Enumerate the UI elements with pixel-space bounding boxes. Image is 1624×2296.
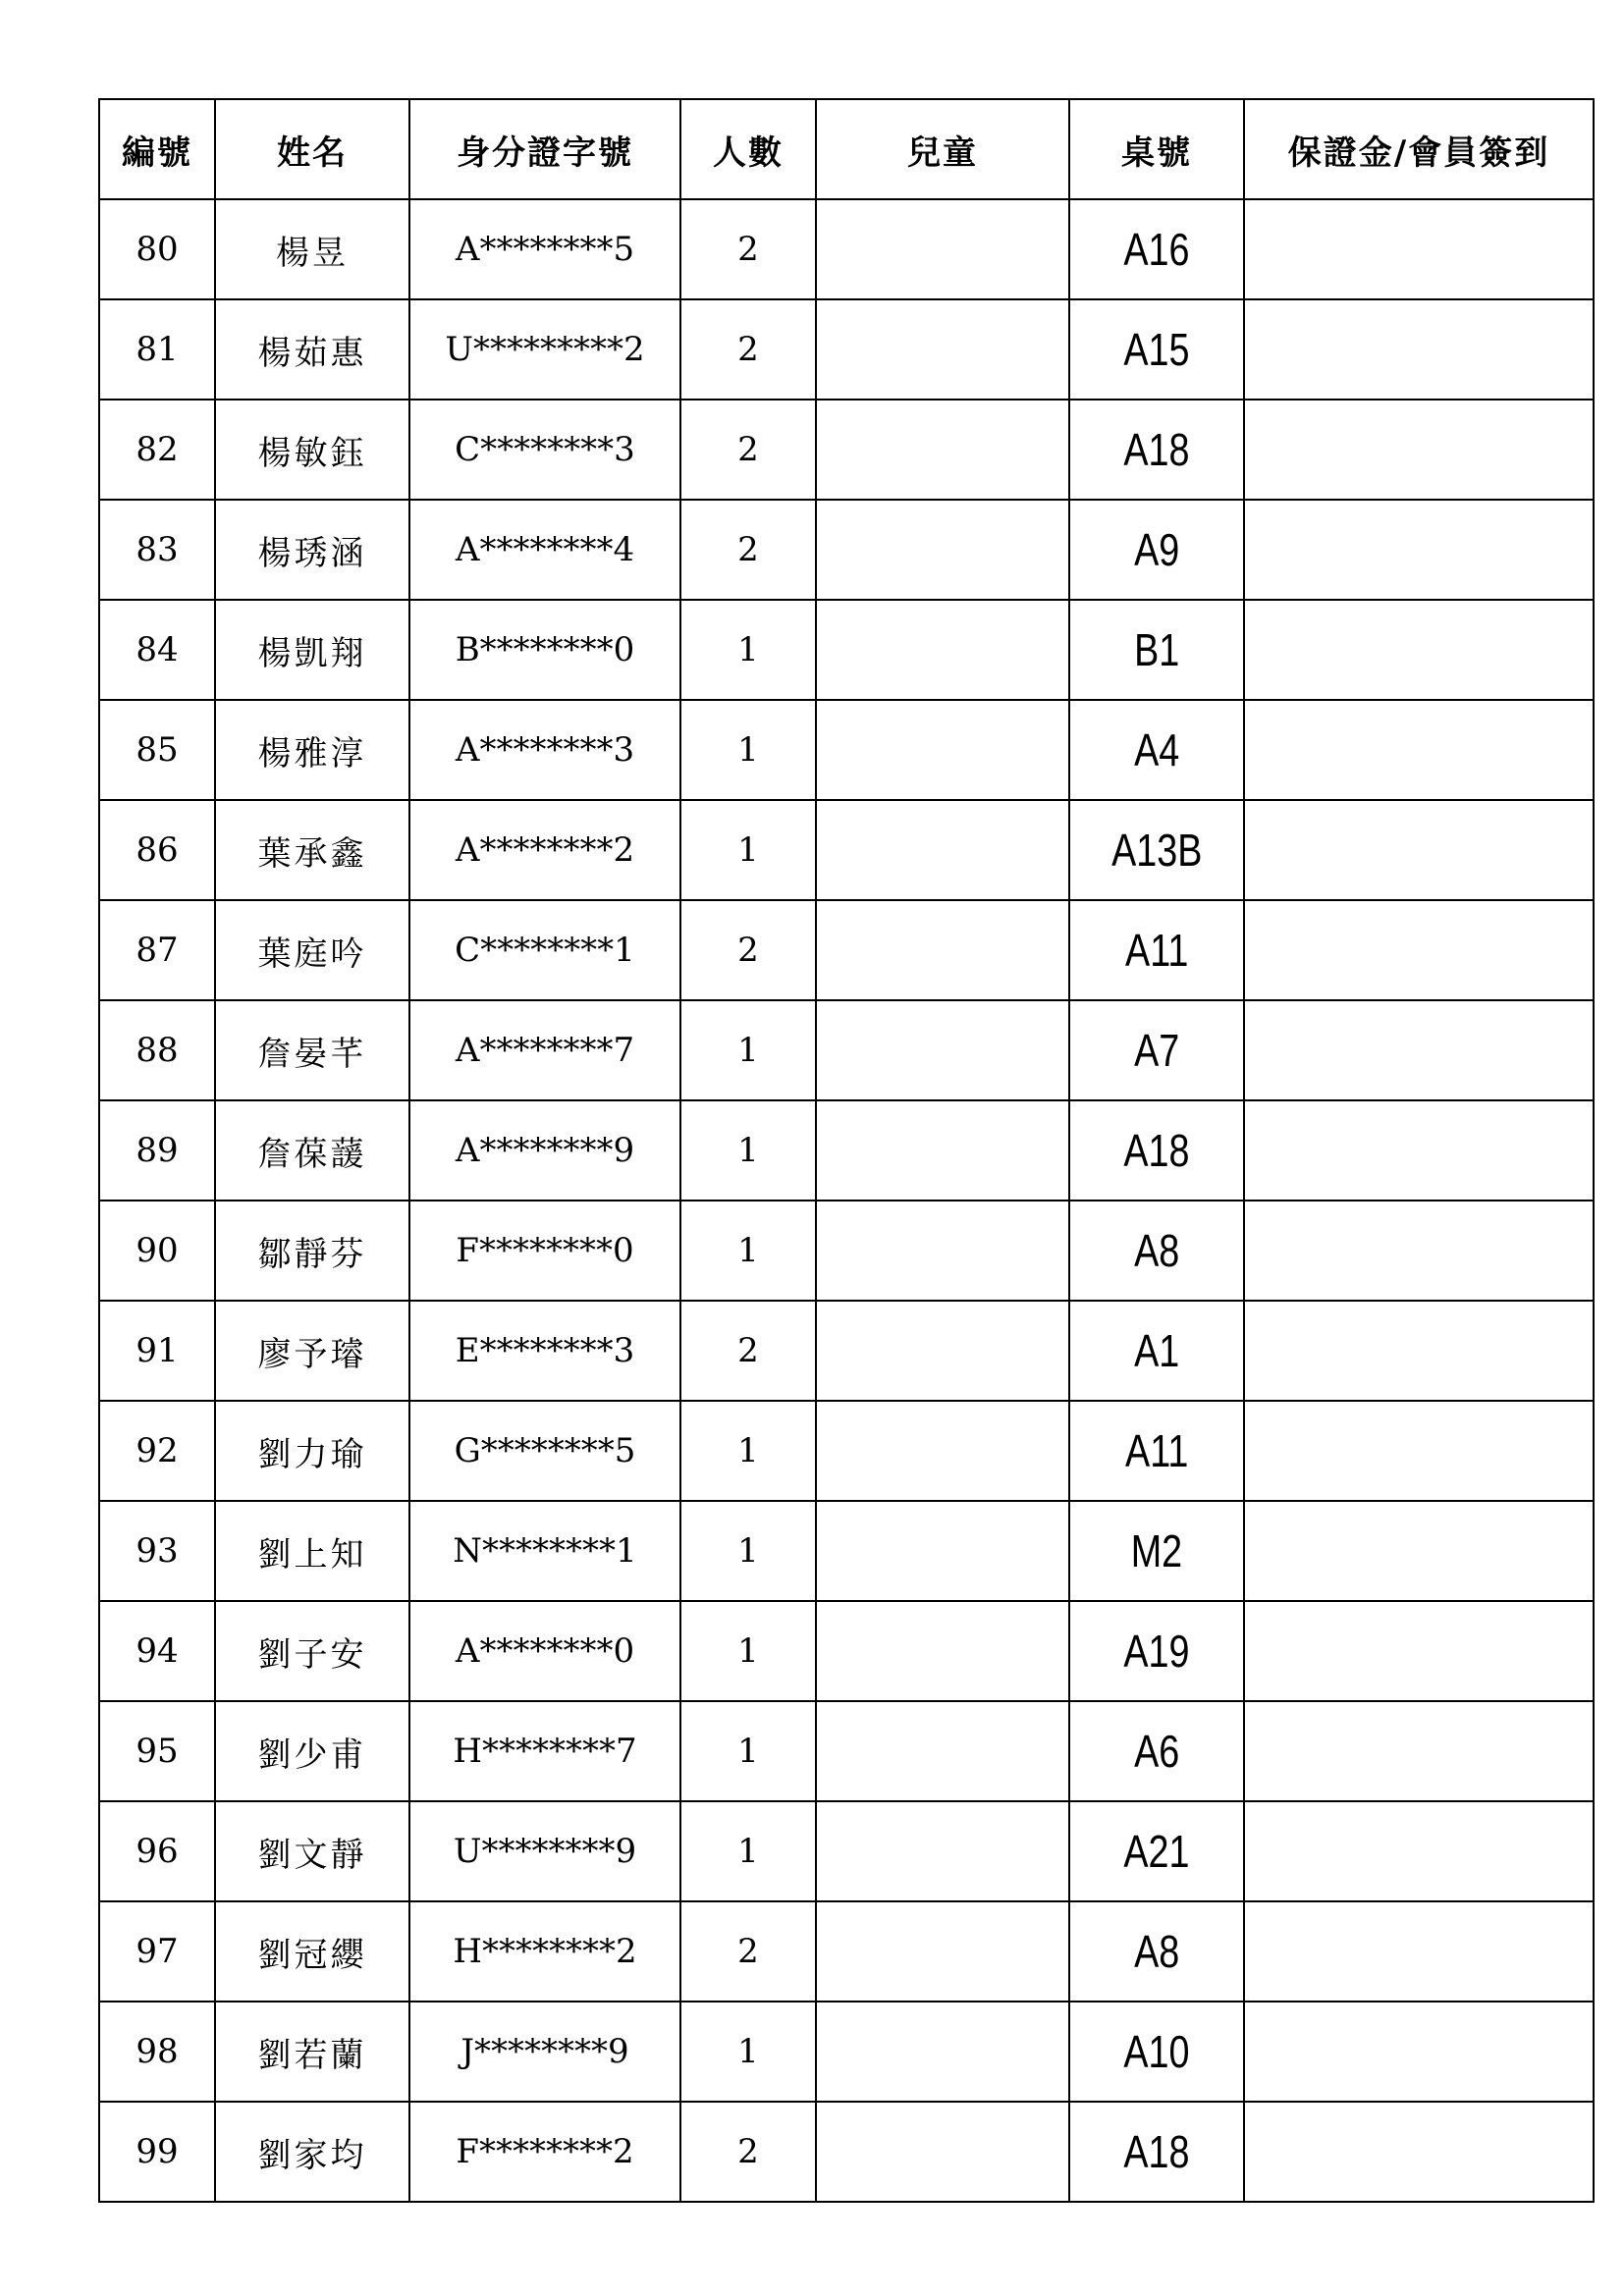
- cell-no: 80: [99, 199, 215, 299]
- cell-sign: [1244, 800, 1594, 900]
- cell-name: 葉承鑫: [215, 800, 409, 900]
- cell-sign: [1244, 1701, 1594, 1801]
- cell-child: [816, 1501, 1069, 1601]
- table-row: [99, 1901, 1594, 2002]
- cell-child: [816, 2102, 1069, 2202]
- cell-sign: [1244, 199, 1594, 299]
- cell-table-number: [1069, 1100, 1244, 1201]
- table-number-text: A8: [1133, 1926, 1180, 1977]
- cell-name: 劉文靜: [215, 1801, 409, 1901]
- cell-count: 1: [680, 700, 816, 800]
- cell-id-number: A********7: [409, 1000, 680, 1100]
- cell-child: [816, 900, 1069, 1000]
- cell-no: 92: [99, 1401, 215, 1501]
- cell-no: 99: [99, 2102, 215, 2202]
- table-row: [99, 500, 1594, 600]
- table-row: [99, 1601, 1594, 1701]
- cell-no: 90: [99, 1201, 215, 1301]
- cell-table-number: [1069, 1401, 1244, 1501]
- cell-id-number: G********5: [409, 1401, 680, 1501]
- cell-no: 89: [99, 1100, 215, 1201]
- cell-count: 1: [680, 1701, 816, 1801]
- cell-id-number: N********1: [409, 1501, 680, 1601]
- header-no: 編號: [99, 99, 215, 199]
- table-row: [99, 299, 1594, 400]
- header-sign: 保證金/會員簽到: [1244, 99, 1594, 199]
- cell-count: 2: [680, 900, 816, 1000]
- cell-id-number: C********1: [409, 900, 680, 1000]
- table-number-text: A13B: [1110, 825, 1203, 876]
- cell-table-number: [1069, 2002, 1244, 2102]
- table-row: [99, 1401, 1594, 1501]
- cell-child: [816, 500, 1069, 600]
- cell-id-number: A********4: [409, 500, 680, 600]
- cell-name: 楊凱翔: [215, 600, 409, 700]
- cell-no: 98: [99, 2002, 215, 2102]
- cell-no: 95: [99, 1701, 215, 1801]
- cell-table-number: [1069, 1301, 1244, 1401]
- cell-no: 93: [99, 1501, 215, 1601]
- cell-name: 詹葆蘐: [215, 1100, 409, 1201]
- cell-count: 1: [680, 1501, 816, 1601]
- cell-count: 2: [680, 199, 816, 299]
- cell-sign: [1244, 2102, 1594, 2202]
- cell-no: 86: [99, 800, 215, 900]
- cell-count: 1: [680, 1601, 816, 1701]
- table-row: [99, 1000, 1594, 1100]
- cell-sign: [1244, 1901, 1594, 2002]
- cell-count: 1: [680, 1401, 816, 1501]
- cell-table-number: [1069, 1701, 1244, 1801]
- header-table: 桌號: [1069, 99, 1244, 199]
- cell-id-number: B********0: [409, 600, 680, 700]
- header-child: 兒童: [816, 99, 1069, 199]
- cell-count: 2: [680, 1901, 816, 2002]
- cell-id-number: A********9: [409, 1100, 680, 1201]
- cell-no: 85: [99, 700, 215, 800]
- cell-sign: [1244, 500, 1594, 600]
- cell-id-number: A********2: [409, 800, 680, 900]
- cell-child: [816, 800, 1069, 900]
- table-body: [99, 199, 1594, 2202]
- cell-count: 2: [680, 299, 816, 400]
- header-count: 人數: [680, 99, 816, 199]
- cell-sign: [1244, 1801, 1594, 1901]
- cell-id-number: J********9: [409, 2002, 680, 2102]
- table-number-text: A6: [1133, 1726, 1180, 1777]
- table-row: [99, 1801, 1594, 1901]
- table-number-text: A16: [1123, 224, 1190, 275]
- table-row: [99, 1100, 1594, 1201]
- cell-id-number: F********0: [409, 1201, 680, 1301]
- cell-name: 楊昱: [215, 199, 409, 299]
- cell-name: 楊茹惠: [215, 299, 409, 400]
- table-row: [99, 1201, 1594, 1301]
- cell-child: [816, 199, 1069, 299]
- cell-sign: [1244, 700, 1594, 800]
- cell-name: 劉上知: [215, 1501, 409, 1601]
- cell-table-number: [1069, 1501, 1244, 1601]
- cell-count: 1: [680, 800, 816, 900]
- cell-sign: [1244, 1501, 1594, 1601]
- cell-count: 2: [680, 2102, 816, 2202]
- cell-name: 鄒靜芬: [215, 1201, 409, 1301]
- cell-name: 劉冠纓: [215, 1901, 409, 2002]
- cell-name: 詹晏芊: [215, 1000, 409, 1100]
- cell-child: [816, 1901, 1069, 2002]
- table-number-text: A21: [1123, 1826, 1190, 1877]
- cell-sign: [1244, 2002, 1594, 2102]
- header-name: 姓名: [215, 99, 409, 199]
- cell-id-number: A********5: [409, 199, 680, 299]
- cell-id-number: F********2: [409, 2102, 680, 2202]
- cell-count: 1: [680, 1100, 816, 1201]
- table-row: [99, 1701, 1594, 1801]
- cell-count: 1: [680, 1000, 816, 1100]
- cell-id-number: U********9: [409, 1801, 680, 1901]
- cell-sign: [1244, 1601, 1594, 1701]
- cell-no: 81: [99, 299, 215, 400]
- table-number-text: A15: [1123, 324, 1190, 375]
- cell-child: [816, 600, 1069, 700]
- cell-child: [816, 700, 1069, 800]
- cell-child: [816, 1301, 1069, 1401]
- cell-child: [816, 1201, 1069, 1301]
- cell-child: [816, 1601, 1069, 1701]
- cell-name: 劉若蘭: [215, 2002, 409, 2102]
- cell-table-number: [1069, 500, 1244, 600]
- table-number-text: A11: [1124, 925, 1189, 976]
- cell-table-number: [1069, 2102, 1244, 2202]
- table-row: [99, 2102, 1594, 2202]
- table-row: [99, 800, 1594, 900]
- cell-sign: [1244, 1000, 1594, 1100]
- cell-count: 1: [680, 600, 816, 700]
- cell-count: 2: [680, 500, 816, 600]
- table-row: [99, 400, 1594, 500]
- cell-name: 楊雅淳: [215, 700, 409, 800]
- cell-sign: [1244, 400, 1594, 500]
- cell-name: 劉家均: [215, 2102, 409, 2202]
- cell-no: 87: [99, 900, 215, 1000]
- cell-count: 1: [680, 1201, 816, 1301]
- table-row: [99, 1301, 1594, 1401]
- attendee-table: [98, 98, 1595, 2203]
- cell-child: [816, 1000, 1069, 1100]
- cell-no: 84: [99, 600, 215, 700]
- table-row: [99, 700, 1594, 800]
- table-row: [99, 1501, 1594, 1601]
- table-number-text: A7: [1133, 1025, 1180, 1076]
- cell-sign: [1244, 600, 1594, 700]
- cell-name: 劉力瑜: [215, 1401, 409, 1501]
- cell-id-number: E********3: [409, 1301, 680, 1401]
- cell-table-number: [1069, 199, 1244, 299]
- cell-name: 楊琇涵: [215, 500, 409, 600]
- cell-child: [816, 1801, 1069, 1901]
- cell-no: 82: [99, 400, 215, 500]
- table-row: [99, 600, 1594, 700]
- table-header: [99, 99, 1594, 199]
- cell-id-number: H********7: [409, 1701, 680, 1801]
- table-row: [99, 2002, 1594, 2102]
- cell-table-number: [1069, 600, 1244, 700]
- cell-child: [816, 1401, 1069, 1501]
- cell-id-number: U*********2: [409, 299, 680, 400]
- table-number-text: A18: [1123, 424, 1190, 475]
- cell-count: 1: [680, 1801, 816, 1901]
- table-number-text: A11: [1124, 1425, 1189, 1476]
- cell-count: 1: [680, 2002, 816, 2102]
- table-number-text: A9: [1133, 524, 1180, 575]
- cell-child: [816, 1701, 1069, 1801]
- table-number-text: A19: [1123, 1626, 1190, 1677]
- cell-no: 88: [99, 1000, 215, 1100]
- cell-sign: [1244, 1401, 1594, 1501]
- table-number-text: A10: [1123, 2026, 1190, 2077]
- table-number-text: A8: [1133, 1225, 1180, 1276]
- cell-name: 劉少甫: [215, 1701, 409, 1801]
- table-row: [99, 900, 1594, 1000]
- cell-table-number: [1069, 800, 1244, 900]
- table-number-text: A1: [1133, 1325, 1180, 1376]
- cell-table-number: [1069, 1201, 1244, 1301]
- header-row: [99, 99, 1594, 199]
- table-number-text: A18: [1123, 1125, 1190, 1176]
- cell-table-number: [1069, 1901, 1244, 2002]
- cell-name: 廖予璿: [215, 1301, 409, 1401]
- header-id: 身分證字號: [409, 99, 680, 199]
- table-number-text: A4: [1133, 724, 1180, 775]
- cell-no: 97: [99, 1901, 215, 2002]
- cell-no: 83: [99, 500, 215, 600]
- cell-name: 劉子安: [215, 1601, 409, 1701]
- cell-child: [816, 299, 1069, 400]
- cell-table-number: [1069, 1000, 1244, 1100]
- cell-id-number: C********3: [409, 400, 680, 500]
- cell-child: [816, 1100, 1069, 1201]
- table-number-text: B1: [1133, 624, 1180, 675]
- cell-id-number: A********0: [409, 1601, 680, 1701]
- cell-count: 2: [680, 1301, 816, 1401]
- cell-table-number: [1069, 299, 1244, 400]
- table-row: [99, 199, 1594, 299]
- cell-child: [816, 2002, 1069, 2102]
- cell-table-number: [1069, 900, 1244, 1000]
- cell-name: 葉庭吟: [215, 900, 409, 1000]
- cell-child: [816, 400, 1069, 500]
- cell-sign: [1244, 1201, 1594, 1301]
- table-number-text: M2: [1130, 1525, 1183, 1576]
- cell-no: 91: [99, 1301, 215, 1401]
- cell-no: 94: [99, 1601, 215, 1701]
- cell-table-number: [1069, 400, 1244, 500]
- cell-sign: [1244, 1301, 1594, 1401]
- cell-id-number: A********3: [409, 700, 680, 800]
- cell-no: 96: [99, 1801, 215, 1901]
- cell-sign: [1244, 299, 1594, 400]
- cell-table-number: [1069, 700, 1244, 800]
- table-number-text: A18: [1123, 2126, 1190, 2177]
- cell-sign: [1244, 900, 1594, 1000]
- cell-count: 2: [680, 400, 816, 500]
- cell-sign: [1244, 1100, 1594, 1201]
- cell-id-number: H********2: [409, 1901, 680, 2002]
- cell-table-number: [1069, 1801, 1244, 1901]
- cell-table-number: [1069, 1601, 1244, 1701]
- cell-name: 楊敏鈺: [215, 400, 409, 500]
